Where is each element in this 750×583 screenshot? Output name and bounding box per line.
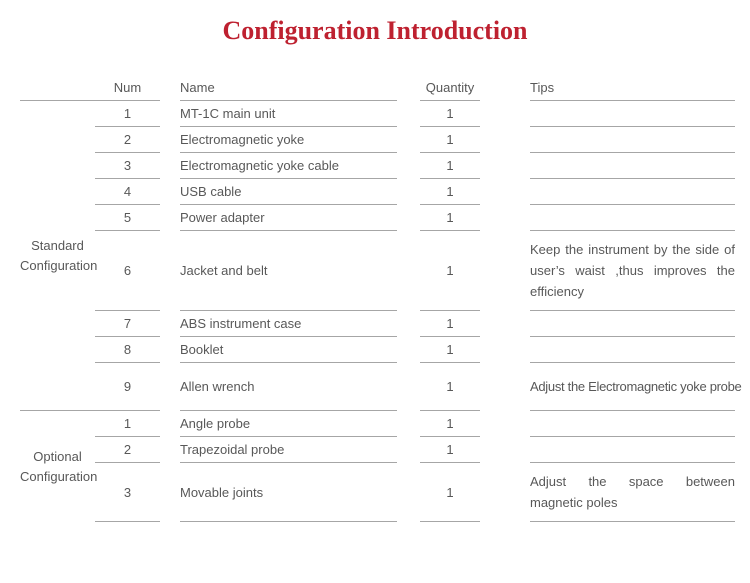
column-gap [397,463,420,522]
column-gap [397,337,420,363]
table-header-row [20,75,735,101]
header-group-cell [20,75,95,101]
column-gap [160,463,180,522]
header-tips: Tips [530,75,735,101]
name-cell: Booklet [180,337,397,363]
num-cell: 5 [95,205,160,231]
quantity-cell: 1 [420,411,480,437]
column-gap [480,437,530,463]
name-cell: USB cable [180,179,397,205]
name-cell: Electromagnetic yoke [180,127,397,153]
num-cell: 2 [95,437,160,463]
name-cell: Jacket and belt [180,231,397,311]
table-row [95,311,735,337]
name-cell: MT-1C main unit [180,101,397,127]
column-gap [397,179,420,205]
num-cell: 3 [95,153,160,179]
page-title: Configuration Introduction [222,16,528,45]
column-gap [480,231,530,311]
num-cell: 1 [95,101,160,127]
tips-cell: Adjust the space between magnetic poles [530,463,735,522]
tips-cell [530,311,735,337]
quantity-cell: 1 [420,127,480,153]
column-gap [397,311,420,337]
column-gap [160,127,180,153]
column-gap [160,363,180,411]
table-body [20,101,742,522]
tips-cell: Keep the instrument by the side of user’s waist ,thus improves the efficiency [530,231,735,311]
column-gap [480,463,530,522]
table-row [95,153,735,179]
column-gap [397,75,420,101]
quantity-cell: 1 [420,179,480,205]
group-section-optional [20,411,735,522]
column-gap [160,179,180,205]
table-row [95,337,735,363]
table-row [95,179,735,205]
column-gap [160,411,180,437]
table-row [95,363,742,411]
column-gap [397,153,420,179]
name-cell: Allen wrench [180,363,397,411]
table-row [95,437,735,463]
configuration-table [20,75,742,522]
column-gap [160,231,180,311]
quantity-cell: 1 [420,363,480,411]
table-row [95,101,735,127]
num-cell: 8 [95,337,160,363]
header-quantity: Quantity [420,75,480,101]
quantity-cell: 1 [420,337,480,363]
column-gap [397,127,420,153]
quantity-cell: 1 [420,205,480,231]
table-row [95,205,735,231]
quantity-cell: 1 [420,437,480,463]
num-cell: 6 [95,231,160,311]
column-gap [480,337,530,363]
column-gap [397,363,420,411]
name-cell: Angle probe [180,411,397,437]
header-name: Name [180,75,397,101]
column-gap [160,75,180,101]
column-gap [480,205,530,231]
column-gap [480,411,530,437]
column-gap [480,179,530,205]
group-rows [95,411,735,522]
tips-cell [530,437,735,463]
quantity-cell: 1 [420,231,480,311]
num-cell: 9 [95,363,160,411]
num-cell: 1 [95,411,160,437]
column-gap [160,437,180,463]
column-gap [480,101,530,127]
num-cell: 4 [95,179,160,205]
num-cell: 2 [95,127,160,153]
column-gap [397,411,420,437]
group-section-standard [20,101,742,411]
tips-cell [530,101,735,127]
name-cell: Trapezoidal probe [180,437,397,463]
num-cell: 3 [95,463,160,522]
column-gap [160,101,180,127]
column-gap [480,311,530,337]
group-rows [95,101,742,411]
table-row [95,463,735,522]
column-gap [160,205,180,231]
column-gap [480,153,530,179]
num-cell: 7 [95,311,160,337]
quantity-cell: 1 [420,311,480,337]
column-gap [480,363,530,411]
table-row [95,231,735,311]
tips-cell [530,153,735,179]
tips-cell [530,411,735,437]
name-cell: ABS instrument case [180,311,397,337]
header-num: Num [95,75,160,101]
group-label: Standard Configuration [20,101,95,411]
tips-cell [530,127,735,153]
tips-cell [530,337,735,363]
column-gap [397,205,420,231]
quantity-cell: 1 [420,153,480,179]
column-gap [397,437,420,463]
tips-cell [530,179,735,205]
name-cell: Movable joints [180,463,397,522]
column-gap [160,311,180,337]
quantity-cell: 1 [420,101,480,127]
group-label: Optional Configuration [20,448,98,484]
column-gap [480,127,530,153]
column-gap [397,231,420,311]
name-cell: Electromagnetic yoke cable [180,153,397,179]
quantity-cell: 1 [420,463,480,522]
tips-cell: Adjust the Electromagnetic yoke probe [530,363,735,411]
column-gap [397,101,420,127]
column-gap [480,75,530,101]
table-row [95,127,735,153]
column-gap [160,337,180,363]
table-row [95,411,735,437]
tips-cell [530,205,735,231]
column-gap [160,153,180,179]
name-cell: Power adapter [180,205,397,231]
